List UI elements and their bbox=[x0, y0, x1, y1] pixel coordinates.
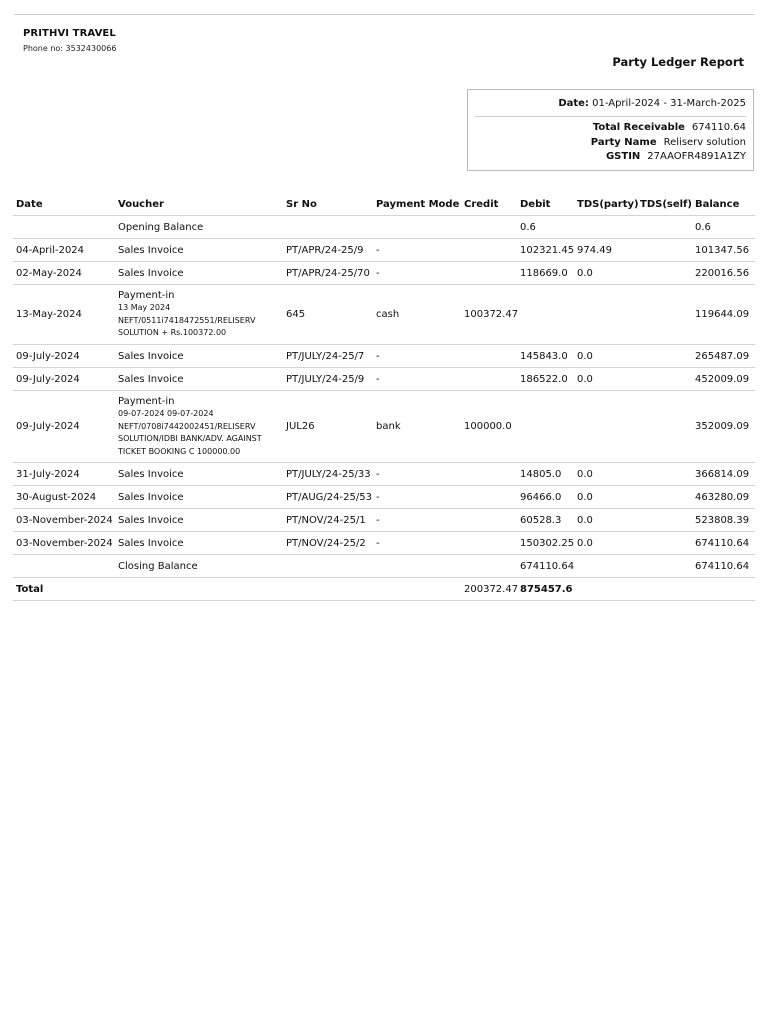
balance-cell: 352009.09 bbox=[692, 391, 755, 463]
party-name-value: Reliserv solution bbox=[663, 136, 746, 148]
total-credit: 200372.47 bbox=[461, 578, 517, 601]
debit-cell: 186522.0 bbox=[517, 368, 574, 391]
table-row-closing-balance bbox=[13, 555, 755, 578]
column-header-balance: Balance bbox=[692, 193, 755, 216]
column-header-payment-mode: Payment Mode bbox=[373, 193, 461, 216]
payment-mode-cell: - bbox=[373, 509, 461, 532]
column-header-voucher: Voucher bbox=[115, 193, 283, 216]
date-cell: 09-July-2024 bbox=[13, 368, 115, 391]
credit-cell bbox=[461, 486, 517, 509]
table-header-row bbox=[13, 193, 755, 216]
payment-mode-cell: bank bbox=[373, 391, 461, 463]
date-cell: 09-July-2024 bbox=[13, 345, 115, 368]
payment-mode-cell bbox=[373, 216, 461, 239]
gstin-value: 27AAOFR4891A1ZY bbox=[647, 151, 746, 163]
total-receivable-label: Total Receivable bbox=[592, 122, 685, 133]
date-cell: 09-July-2024 bbox=[13, 391, 115, 463]
tds-self-cell bbox=[637, 486, 692, 509]
payment-mode-cell bbox=[373, 555, 461, 578]
total-label: Total bbox=[13, 578, 115, 601]
payment-mode-cell: - bbox=[373, 345, 461, 368]
total-receivable-value: 674110.64 bbox=[691, 122, 746, 133]
date-cell: 03-November-2024 bbox=[13, 532, 115, 555]
table-row bbox=[13, 463, 755, 486]
voucher-cell bbox=[115, 391, 283, 463]
tds-self-cell bbox=[637, 509, 692, 532]
balance-cell: 523808.39 bbox=[692, 509, 755, 532]
date-cell: 30-August-2024 bbox=[13, 486, 115, 509]
gstin-label: GSTIN bbox=[605, 151, 641, 163]
payment-mode-cell: - bbox=[373, 463, 461, 486]
debit-cell: 102321.45 bbox=[517, 239, 574, 262]
date-cell: 03-November-2024 bbox=[13, 509, 115, 532]
date-cell bbox=[13, 555, 115, 578]
sr-no-cell bbox=[283, 216, 373, 239]
tds-party-cell bbox=[574, 391, 637, 463]
tds-party-cell: 0.0 bbox=[574, 262, 637, 285]
payment-mode-cell: - bbox=[373, 532, 461, 555]
tds-party-cell: 974.49 bbox=[574, 239, 637, 262]
voucher-cell: Sales Invoice bbox=[115, 532, 283, 555]
column-header-sr-no: Sr No bbox=[283, 193, 373, 216]
sr-no-cell: PT/JULY/24-25/9 bbox=[283, 368, 373, 391]
balance-cell: 674110.64 bbox=[692, 555, 755, 578]
tds-self-cell bbox=[637, 345, 692, 368]
summary-lines bbox=[591, 121, 746, 165]
debit-cell: 96466.0 bbox=[517, 486, 574, 509]
date-cell: 31-July-2024 bbox=[13, 463, 115, 486]
table-row bbox=[13, 239, 755, 262]
date-range-line bbox=[558, 98, 746, 109]
gstin-line bbox=[591, 150, 746, 165]
voucher-cell: Sales Invoice bbox=[115, 509, 283, 532]
total-debit: 875457.6 bbox=[517, 578, 574, 601]
payment-note: 13 May 2024 NEFT/0511i7418472551/RELISERV SOLUTION + Rs.100372.00 bbox=[118, 303, 256, 338]
voucher-cell: Sales Invoice bbox=[115, 463, 283, 486]
sr-no-cell: PT/NOV/24-25/1 bbox=[283, 509, 373, 532]
tds-self-cell bbox=[637, 368, 692, 391]
ledger-table bbox=[13, 193, 755, 601]
column-header-date: Date bbox=[13, 193, 115, 216]
date-cell: 02-May-2024 bbox=[13, 262, 115, 285]
column-header-tds-party: TDS(party) bbox=[574, 193, 637, 216]
voucher-cell: Sales Invoice bbox=[115, 239, 283, 262]
tds-party-cell bbox=[574, 216, 637, 239]
sr-no-cell: PT/APR/24-25/9 bbox=[283, 239, 373, 262]
tds-self-cell bbox=[637, 239, 692, 262]
voucher-type: Payment-in bbox=[118, 290, 175, 302]
debit-cell: 0.6 bbox=[517, 216, 574, 239]
company-phone: Phone no: 3532430066 bbox=[23, 44, 117, 53]
party-name-line bbox=[591, 136, 746, 151]
table-row bbox=[13, 486, 755, 509]
date-cell: 04-April-2024 bbox=[13, 239, 115, 262]
credit-cell: 100000.0 bbox=[461, 391, 517, 463]
voucher-cell: Sales Invoice bbox=[115, 486, 283, 509]
voucher-cell: Sales Invoice bbox=[115, 262, 283, 285]
debit-cell: 674110.64 bbox=[517, 555, 574, 578]
company-name: PRITHVI TRAVEL bbox=[23, 28, 116, 39]
credit-cell bbox=[461, 368, 517, 391]
tds-party-cell: 0.0 bbox=[574, 509, 637, 532]
sr-no-cell: 645 bbox=[283, 285, 373, 345]
tds-self-cell bbox=[637, 532, 692, 555]
date-range: 01-April-2024 - 31-March-2025 bbox=[592, 98, 746, 109]
balance-cell: 463280.09 bbox=[692, 486, 755, 509]
balance-cell: 220016.56 bbox=[692, 262, 755, 285]
payment-mode-cell: - bbox=[373, 239, 461, 262]
credit-cell bbox=[461, 345, 517, 368]
column-header-tds-self: TDS(self) bbox=[637, 193, 692, 216]
tds-party-cell bbox=[574, 555, 637, 578]
voucher-cell bbox=[115, 285, 283, 345]
sr-no-cell: JUL26 bbox=[283, 391, 373, 463]
report-title: Party Ledger Report bbox=[612, 55, 744, 69]
tds-self-cell bbox=[637, 216, 692, 239]
table-row bbox=[13, 532, 755, 555]
balance-cell: 366814.09 bbox=[692, 463, 755, 486]
tds-party-cell: 0.0 bbox=[574, 368, 637, 391]
credit-cell bbox=[461, 463, 517, 486]
party-name-label: Party Name bbox=[590, 136, 657, 148]
table-row-total bbox=[13, 578, 755, 601]
credit-cell: 100372.47 bbox=[461, 285, 517, 345]
sr-no-cell: PT/JULY/24-25/33 bbox=[283, 463, 373, 486]
table-row bbox=[13, 345, 755, 368]
column-header-credit: Credit bbox=[461, 193, 517, 216]
debit-cell: 118669.0 bbox=[517, 262, 574, 285]
debit-cell: 145843.0 bbox=[517, 345, 574, 368]
debit-cell bbox=[517, 285, 574, 345]
balance-cell: 452009.09 bbox=[692, 368, 755, 391]
credit-cell bbox=[461, 216, 517, 239]
table-row bbox=[13, 509, 755, 532]
credit-cell bbox=[461, 262, 517, 285]
tds-self-cell bbox=[637, 463, 692, 486]
balance-cell: 674110.64 bbox=[692, 532, 755, 555]
payment-mode-cell: - bbox=[373, 262, 461, 285]
date-label: Date: bbox=[558, 98, 589, 109]
date-cell: 13-May-2024 bbox=[13, 285, 115, 345]
column-header-debit: Debit bbox=[517, 193, 574, 216]
voucher-type: Payment-in bbox=[118, 396, 175, 407]
tds-self-cell bbox=[637, 391, 692, 463]
payment-mode-cell: - bbox=[373, 368, 461, 391]
table-row bbox=[13, 262, 755, 285]
tds-party-cell bbox=[574, 285, 637, 345]
balance-cell: 265487.09 bbox=[692, 345, 755, 368]
tds-self-cell bbox=[637, 262, 692, 285]
report-summary-box bbox=[467, 89, 754, 171]
table-row bbox=[13, 368, 755, 391]
debit-cell: 60528.3 bbox=[517, 509, 574, 532]
payment-note: 09-07-2024 09-07-2024 NEFT/0708i7442002451/RELISERV SOLUTION/IDBI BANK/ADV. AGAINST TICKET BOOKING C 100000.00 bbox=[118, 409, 262, 456]
sr-no-cell: PT/APR/24-25/70 bbox=[283, 262, 373, 285]
tds-party-cell: 0.0 bbox=[574, 532, 637, 555]
top-divider bbox=[14, 14, 755, 15]
sr-no-cell: PT/NOV/24-25/2 bbox=[283, 532, 373, 555]
voucher-cell: Sales Invoice bbox=[115, 368, 283, 391]
sr-no-cell bbox=[283, 555, 373, 578]
tds-self-cell bbox=[637, 555, 692, 578]
voucher-cell: Opening Balance bbox=[115, 216, 283, 239]
credit-cell bbox=[461, 555, 517, 578]
debit-cell bbox=[517, 391, 574, 463]
debit-cell: 14805.0 bbox=[517, 463, 574, 486]
payment-mode-cell: cash bbox=[373, 285, 461, 345]
tds-party-cell: 0.0 bbox=[574, 345, 637, 368]
debit-cell: 150302.25 bbox=[517, 532, 574, 555]
table-row-payment bbox=[13, 391, 755, 463]
credit-cell bbox=[461, 239, 517, 262]
table-row-opening-balance bbox=[13, 216, 755, 239]
sr-no-cell: PT/AUG/24-25/53 bbox=[283, 486, 373, 509]
date-cell bbox=[13, 216, 115, 239]
total-receivable-line bbox=[591, 121, 746, 136]
table-row-payment bbox=[13, 285, 755, 345]
tds-self-cell bbox=[637, 285, 692, 345]
summary-divider bbox=[475, 116, 746, 117]
tds-party-cell: 0.0 bbox=[574, 463, 637, 486]
credit-cell bbox=[461, 532, 517, 555]
voucher-cell: Sales Invoice bbox=[115, 345, 283, 368]
balance-cell: 101347.56 bbox=[692, 239, 755, 262]
tds-party-cell: 0.0 bbox=[574, 486, 637, 509]
voucher-cell: Closing Balance bbox=[115, 555, 283, 578]
sr-no-cell: PT/JULY/24-25/7 bbox=[283, 345, 373, 368]
payment-mode-cell: - bbox=[373, 486, 461, 509]
balance-cell: 119644.09 bbox=[692, 285, 755, 345]
credit-cell bbox=[461, 509, 517, 532]
balance-cell: 0.6 bbox=[692, 216, 755, 239]
